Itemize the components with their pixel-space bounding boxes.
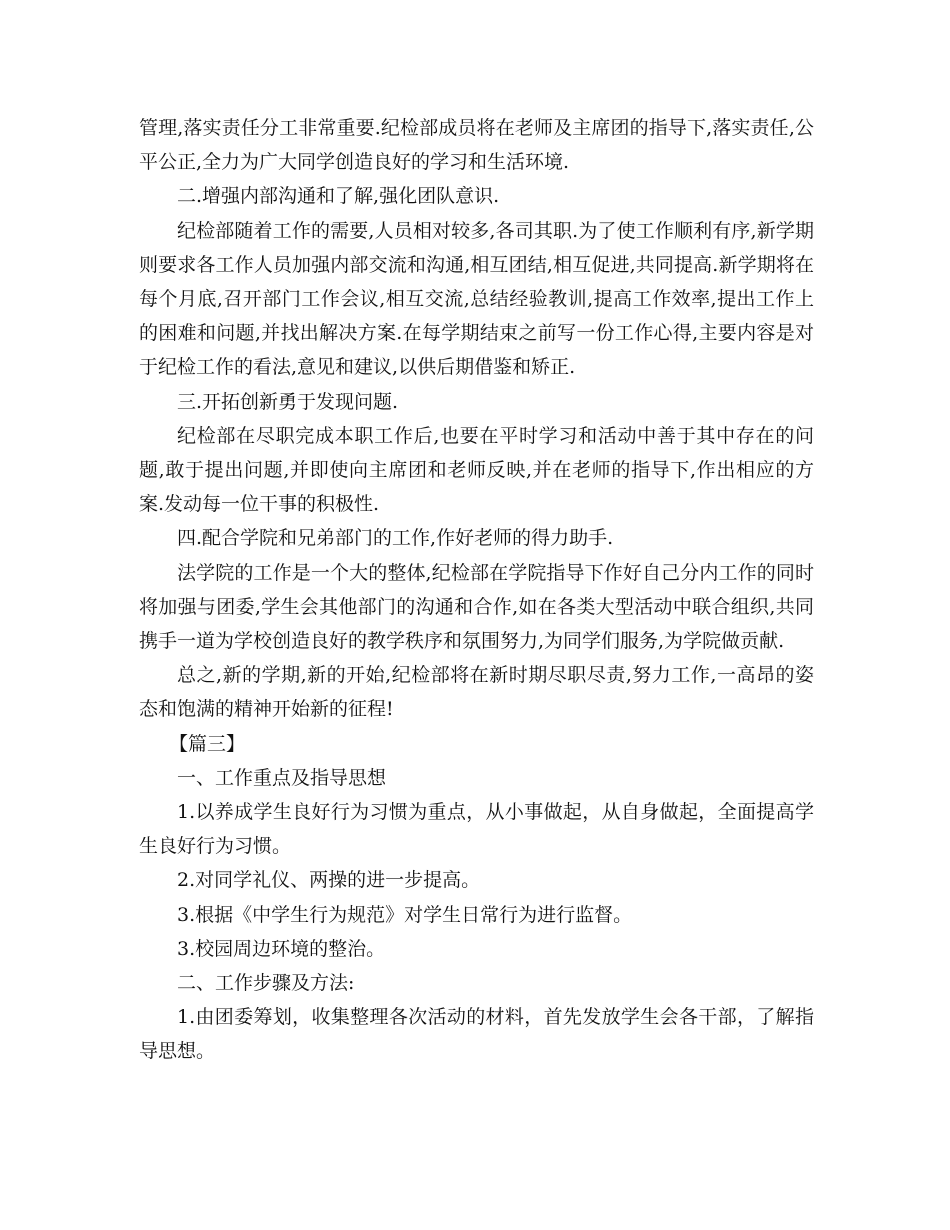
section-heading-1: 一、工作重点及指导思想 xyxy=(177,766,387,789)
paragraph-conclusion: 总之,新的学期,新的开始,纪检部将在新时期尽职尽责,努力工作,一高昂的姿态和饱满的精神开始新的征程! xyxy=(139,664,814,721)
section-heading-2: 二.增强内部沟通和了解,强化团队意识. xyxy=(177,185,500,208)
paragraph: 纪检部随着工作的需要,人员相对较多,各司其职.为了使工作顺利有序,新学期则要求各工作人员加强内部交流和沟通,相互团结,相互促进,共同提高.新学期将在每个月底,召开部门工作会议,相互交流,总结经验教训,提高工作效率,提出工作上的困难和问题,并找出解决方案.在每学期结束之前写一份工作心得,主要内容是对于纪检工作的看法,意见和建议,以供后期借鉴和矫正. xyxy=(139,219,814,379)
section-heading-3: 三.开拓创新勇于发现问题. xyxy=(177,390,399,413)
list-item: 3.校园周边环境的整治。 xyxy=(177,937,386,960)
list-item: 3.根据《中学生行为规范》对学生日常行为进行监督。 xyxy=(177,903,633,926)
paragraph-continuation: 管理,落实责任分工非常重要.纪检部成员将在老师及主席团的指导下,落实责任,公平公正,全力为广大同学创造良好的学习和生活环境. xyxy=(139,117,814,174)
list-item: 1.由团委筹划，收集整理各次活动的材料，首先发放学生会各干部，了解指导思想。 xyxy=(139,1006,814,1063)
section-heading-2b: 二、工作步骤及方法: xyxy=(177,972,355,995)
section-heading-4: 四.配合学院和兄弟部门的工作,作好老师的得力助手. xyxy=(177,527,614,550)
document-body xyxy=(139,111,814,1069)
list-item: 1.以养成学生良好行为习惯为重点，从小事做起，从自身做起，全面提高学生良好行为习惯。 xyxy=(139,801,814,858)
paragraph: 纪检部在尽职完成本职工作后,也要在平时学习和活动中善于其中存在的问题,敢于提出问题,并即使向主席团和老师反映,并在老师的指导下,作出相应的方案.发动每一位干事的积极性. xyxy=(139,424,814,516)
part-marker: 【篇三】 xyxy=(169,732,246,755)
list-item: 2.对同学礼仪、两操的进一步提高。 xyxy=(177,869,481,892)
paragraph: 法学院的工作是一个大的整体,纪检部在学院指导下作好自己分内工作的同时将加强与团委,学生会其他部门的沟通和合作,如在各类大型活动中联合组织,共同携手一道为学校创造良好的教学秩序和氛围努力,为同学们服务,为学院做贡献. xyxy=(139,561,814,653)
